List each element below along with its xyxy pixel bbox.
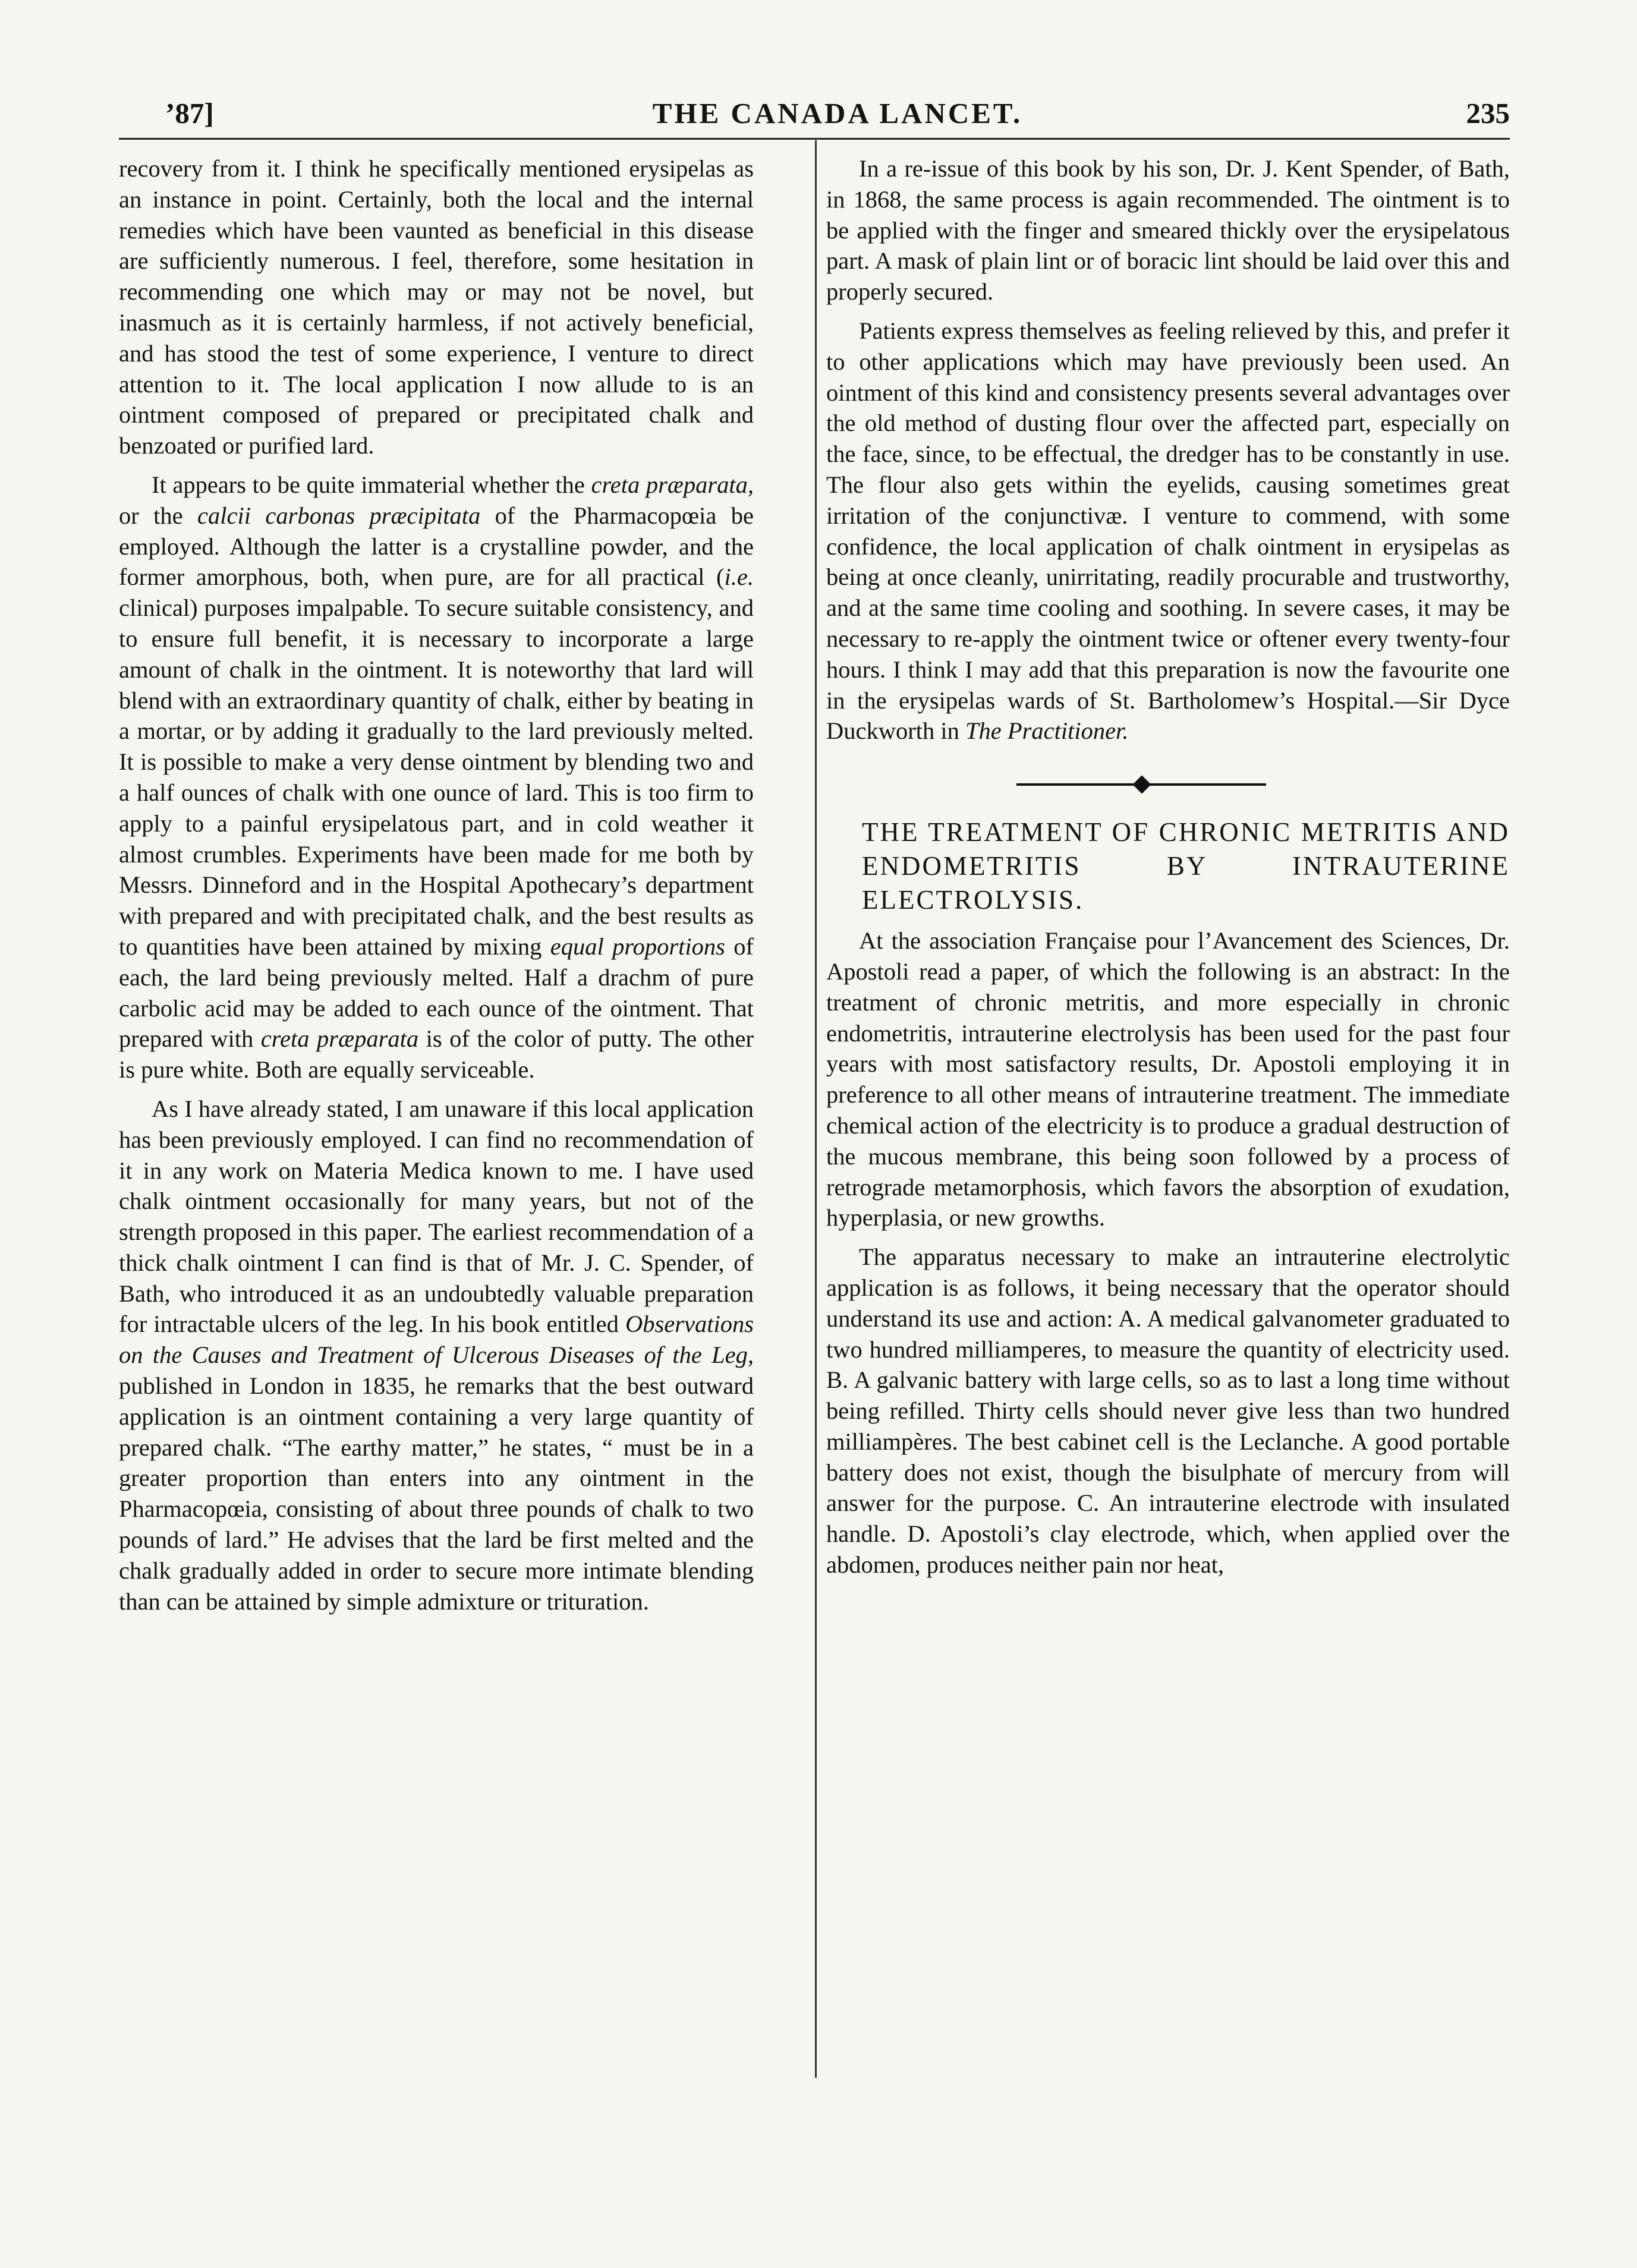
text-run: clinical) purposes impalpable. To secure suitable consistency, and to ensure full benefit, it is necessary to incorporate a large amount of chalk in the ointment. It is noteworthy that lard will blend with an extraordinary quantity of chalk, either by beating in a mortar, or by adding it gradually to the lard previously melted. It is possible to make a very dense ointment by blending two and a half ounces of chalk with one ounce of lard. This is too firm to apply to a painful erysipelatous part, and in cold weather it almost crumbles. Experiments have been made for me both by Messrs. Dinneford and in the Hospital Apothecary’s department with prepared and with precipitated chalk, and the best results as to quantities have been attained by mixing <box>119 594 754 960</box>
text-run: of each, the lard being previously melted. Half a drachm of pure carbolic acid may be added to each ounce of the ointment. That prepared with <box>119 933 754 1053</box>
left-paragraph-1: recovery from it. I think he specifically mentioned erysipelas as an instance in point. Certainly, both the local and the internal remedies which have been vaunted as beneficial in this disease are sufficiently numerous. I feel, therefore, some hesitation in recommending one which may or may not be novel, but inasmuch as it is certainly harmless, if not actively beneficial, and has stood the test of some experience, I venture to direct attention to it. The local application I now allude to is an ointment composed of prepared or precipitated chalk and benzoated or purified lard. <box>119 155 754 459</box>
running-header <box>165 96 1510 133</box>
italic-run: creta præparata, <box>591 471 754 498</box>
text-run: Patients express themselves as feeling relieved by this, and prefer it to other applications which may have previously been used. An ointment of this kind and consistency presents several advantages over the old method of dusting flour over the affected part, especially on the face, since, to be effectual, the dredger has to be constantly in use. The flour also gets within the eyelids, causing sometimes great irritation of the conjunctivæ. I venture to commend, with some confidence, the local application of chalk ointment in erysipelas as being at once cleanly, unirritating, readily procurable and trustworthy, and at the same time cooling and soothing. In severe cases, it may be necessary to re-apply the ointment twice or oftener every twenty-four hours. I think I may add that this preparation is now the favourite one in the erysipelas wards of St. Bartholomew’s Hospital.—Sir Dyce Duckworth in <box>826 317 1510 745</box>
italic-run: equal proportions <box>550 933 725 960</box>
right-paragraph-1: In a re-issue of this book by his son, Dr. J. Kent Spender, of Bath, in 1868, the same process is again recommended. The ointment is to be applied with the finger and smeared thickly over the erysipelatous part. A mask of plain lint or of boracic lint should be laid over this and properly secured. <box>826 155 1510 305</box>
right-paragraph-4: The apparatus necessary to make an intrauterine electrolytic application is as follows, it being necessary that the operator should understand its use and action: A. A medical galvanometer graduated to two hundred milliamperes, to measure the quantity of electricity used. B. A galvanic battery with large cells, so as to last a long time without being refilled. Thirty cells should never give less than two hundred milliampères. The best cabinet cell is the Leclanche. A good portable battery does not exist, though the bisulphate of mercury from will answer for the purpose. C. An intrauterine electrode with insulated handle. D. Apostoli’s clay electrode, which, when applied over the abdomen, produces neither pain nor heat, <box>826 1243 1510 1579</box>
page-number: 235 <box>1466 97 1510 130</box>
left-paragraph-3 <box>119 1094 754 1617</box>
italic-run: calcii carbonas præcipitata <box>197 502 481 529</box>
right-paragraph-3: At the association Française pour l’Avancement des Sciences, Dr. Apostoli read a paper, of which the following is an abstract: In the treatment of chronic metritis, and more especially in chronic endometritis, intrauterine electrolysis has been used for the past four years with most satisfactory results, Dr. Apostoli employing it in preference to all other means of intrauterine treatment. The immediate chemical action of the electricity is to produce a gradual destruction of the mucous membrane, this being soon followed by a process of retrograde metamorphosis, which favors the absorption of exudation, hyperplasia, or new growths. <box>826 927 1510 1231</box>
left-column <box>119 153 754 1625</box>
text-run: of the Pharmacopœia be employed. Although the latter is a crystalline powder, and the former amorphous, both, when pure, are for all practical ( <box>119 502 754 591</box>
journal-title: THE CANADA LANCET. <box>652 97 1023 130</box>
volume-year: ’87] <box>165 97 214 130</box>
section-ornament <box>826 763 1510 805</box>
italic-run: i.e. <box>724 563 754 591</box>
article-title: THE TREATMENT OF CHRONIC METRITIS AND ENDOMETRITIS BY INTRAUTERINE ELECTROLYSIS. <box>862 817 1510 915</box>
right-paragraph-2 <box>826 316 1510 746</box>
italic-run: creta præparata <box>260 1025 419 1053</box>
italic-run: The Practitioner. <box>965 717 1129 745</box>
ornament-diamond <box>1132 776 1151 794</box>
text-run: published in London in 1835, he remarks that the best outward application is an ointment containing a very large quantity of prepared chalk. “The earthy matter,” he states, “ must be in a greater proportion than enters into any ointment in the Pharmacopœia, consisting of about three pounds of chalk to two pounds of lard.” He advises that the lard be first melted and the chalk gradually added in order to secure more intimate blending than can be attained by simple admixture or trituration. <box>119 1372 754 1615</box>
text-run: or the <box>119 502 198 529</box>
left-paragraph-2 <box>119 470 754 1085</box>
text-run: is of the color of putty. The other is pure white. Both are equally serviceable. <box>119 1025 754 1083</box>
header-rule <box>119 138 1510 140</box>
right-column <box>826 153 1510 1589</box>
text-run: As I have already stated, I am unaware if this local application has been previously employed. I can find no recommendation of it in any work on Materia Medica known to me. I have used chalk ointment occasionally for many years, but not of the strength proposed in this paper. The earliest recommendation of a thick chalk ointment I can find is that of Mr. J. C. Spender, of Bath, who introduced it as an undoubtedly valuable preparation for intractable ulcers of the leg. In his book entitled <box>119 1095 754 1338</box>
column-divider <box>815 140 817 2078</box>
text-run: It appears to be quite immaterial whether the <box>152 471 591 498</box>
italic-run: Observations on the Causes and Treatment of Ulcerous Diseases of the Leg, <box>119 1311 754 1369</box>
